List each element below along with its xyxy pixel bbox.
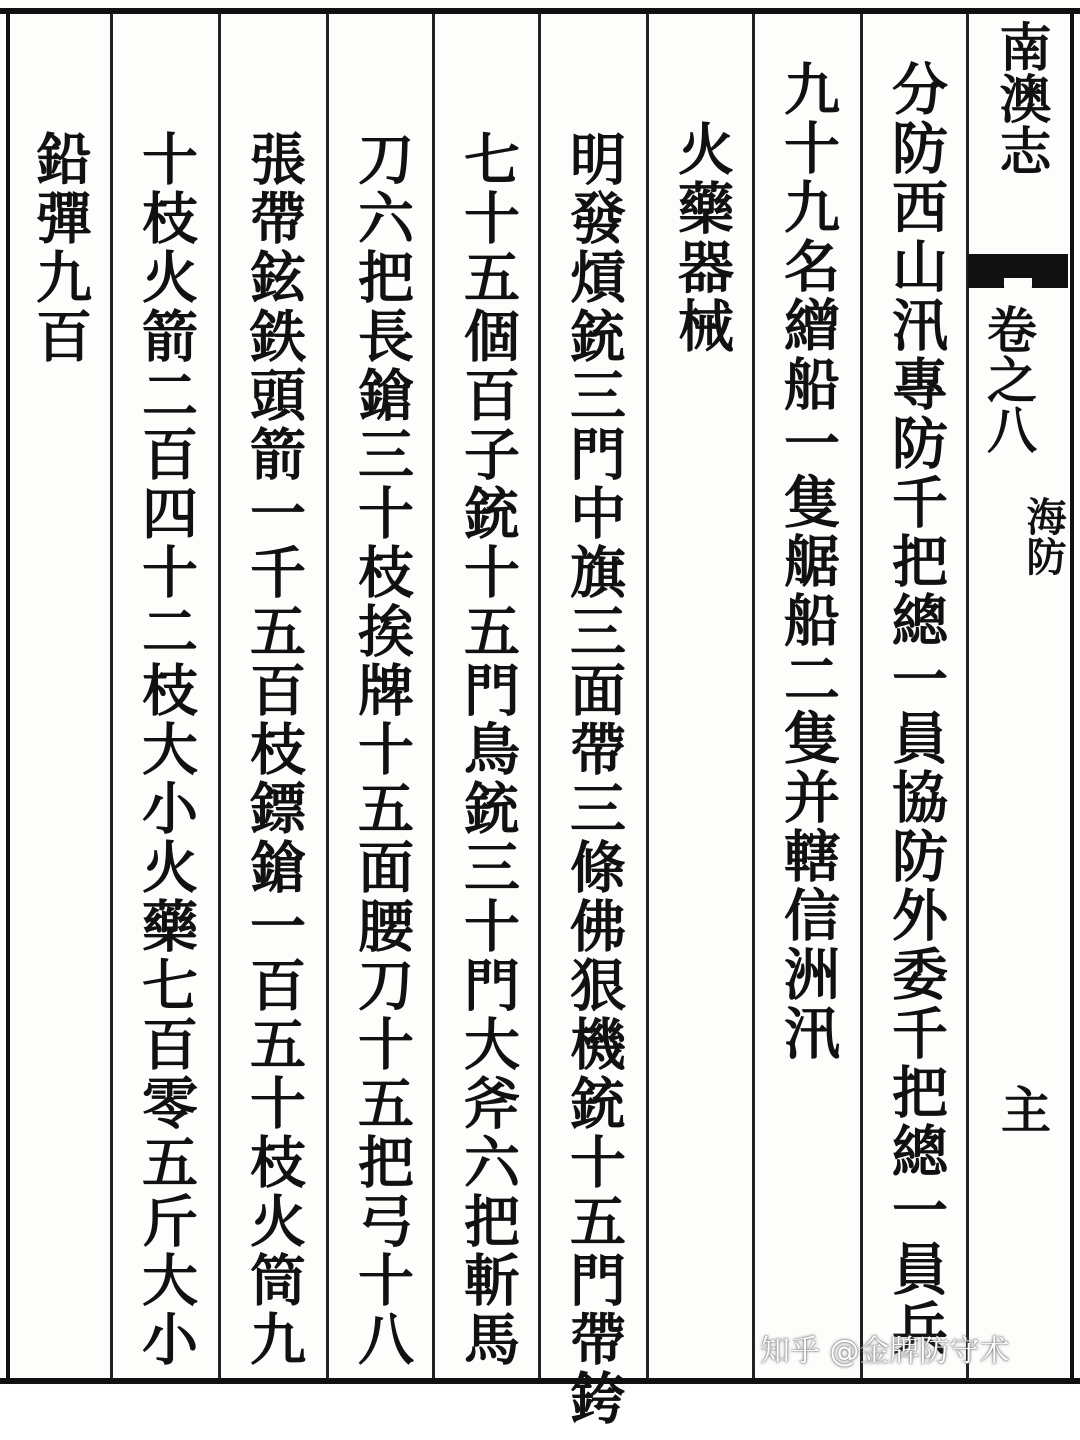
column-rule bbox=[326, 14, 329, 1378]
column-rule bbox=[218, 14, 221, 1378]
text-column-6: 刀六把長鎗三十枝挨牌十五面腰刀十五把弓十八 bbox=[349, 130, 415, 1369]
fish-tail-mark bbox=[968, 254, 1068, 288]
book-title: 南澳志 bbox=[990, 20, 1051, 176]
watermark: 知乎 @金牌防守术 bbox=[760, 1334, 1010, 1369]
text-column-1: 分防西山汛專防千把總一員協防外委千把總一員兵 bbox=[883, 60, 949, 1358]
text-column-5: 七十五個百子銃十五門鳥銃三十門大斧六把斬馬 bbox=[455, 130, 521, 1369]
volume-label: 卷之八 bbox=[979, 304, 1038, 454]
column-rule bbox=[110, 14, 113, 1378]
text-column-4: 明發熕銃三門中旗三面帶三條佛狠機銃十五門帶銙 bbox=[561, 130, 627, 1428]
text-column-7: 張帶鉉鉄頭箭一千五百枝鏢鎗一百五十枝火筒九 bbox=[241, 130, 307, 1369]
text-column-2: 九十九名繒船一隻艍船二隻并轄信洲汛 bbox=[775, 60, 841, 1063]
frame-right-border bbox=[1070, 8, 1074, 1384]
banner-column bbox=[968, 14, 1068, 1378]
text-column-9: 鉛彈九百 bbox=[27, 130, 93, 366]
column-rule bbox=[538, 14, 541, 1378]
section-label: 海防 bbox=[1020, 496, 1067, 576]
column-rule bbox=[752, 14, 755, 1378]
section-heading: 火藥器械 bbox=[669, 120, 735, 356]
column-rule bbox=[860, 14, 863, 1378]
frame-left-border bbox=[6, 8, 10, 1384]
column-rule bbox=[432, 14, 435, 1378]
page-number: 主 bbox=[993, 1084, 1052, 1134]
column-rule bbox=[646, 14, 649, 1378]
text-column-8: 十枝火箭二百四十二枝大小火藥七百零五斤大小 bbox=[133, 130, 199, 1369]
